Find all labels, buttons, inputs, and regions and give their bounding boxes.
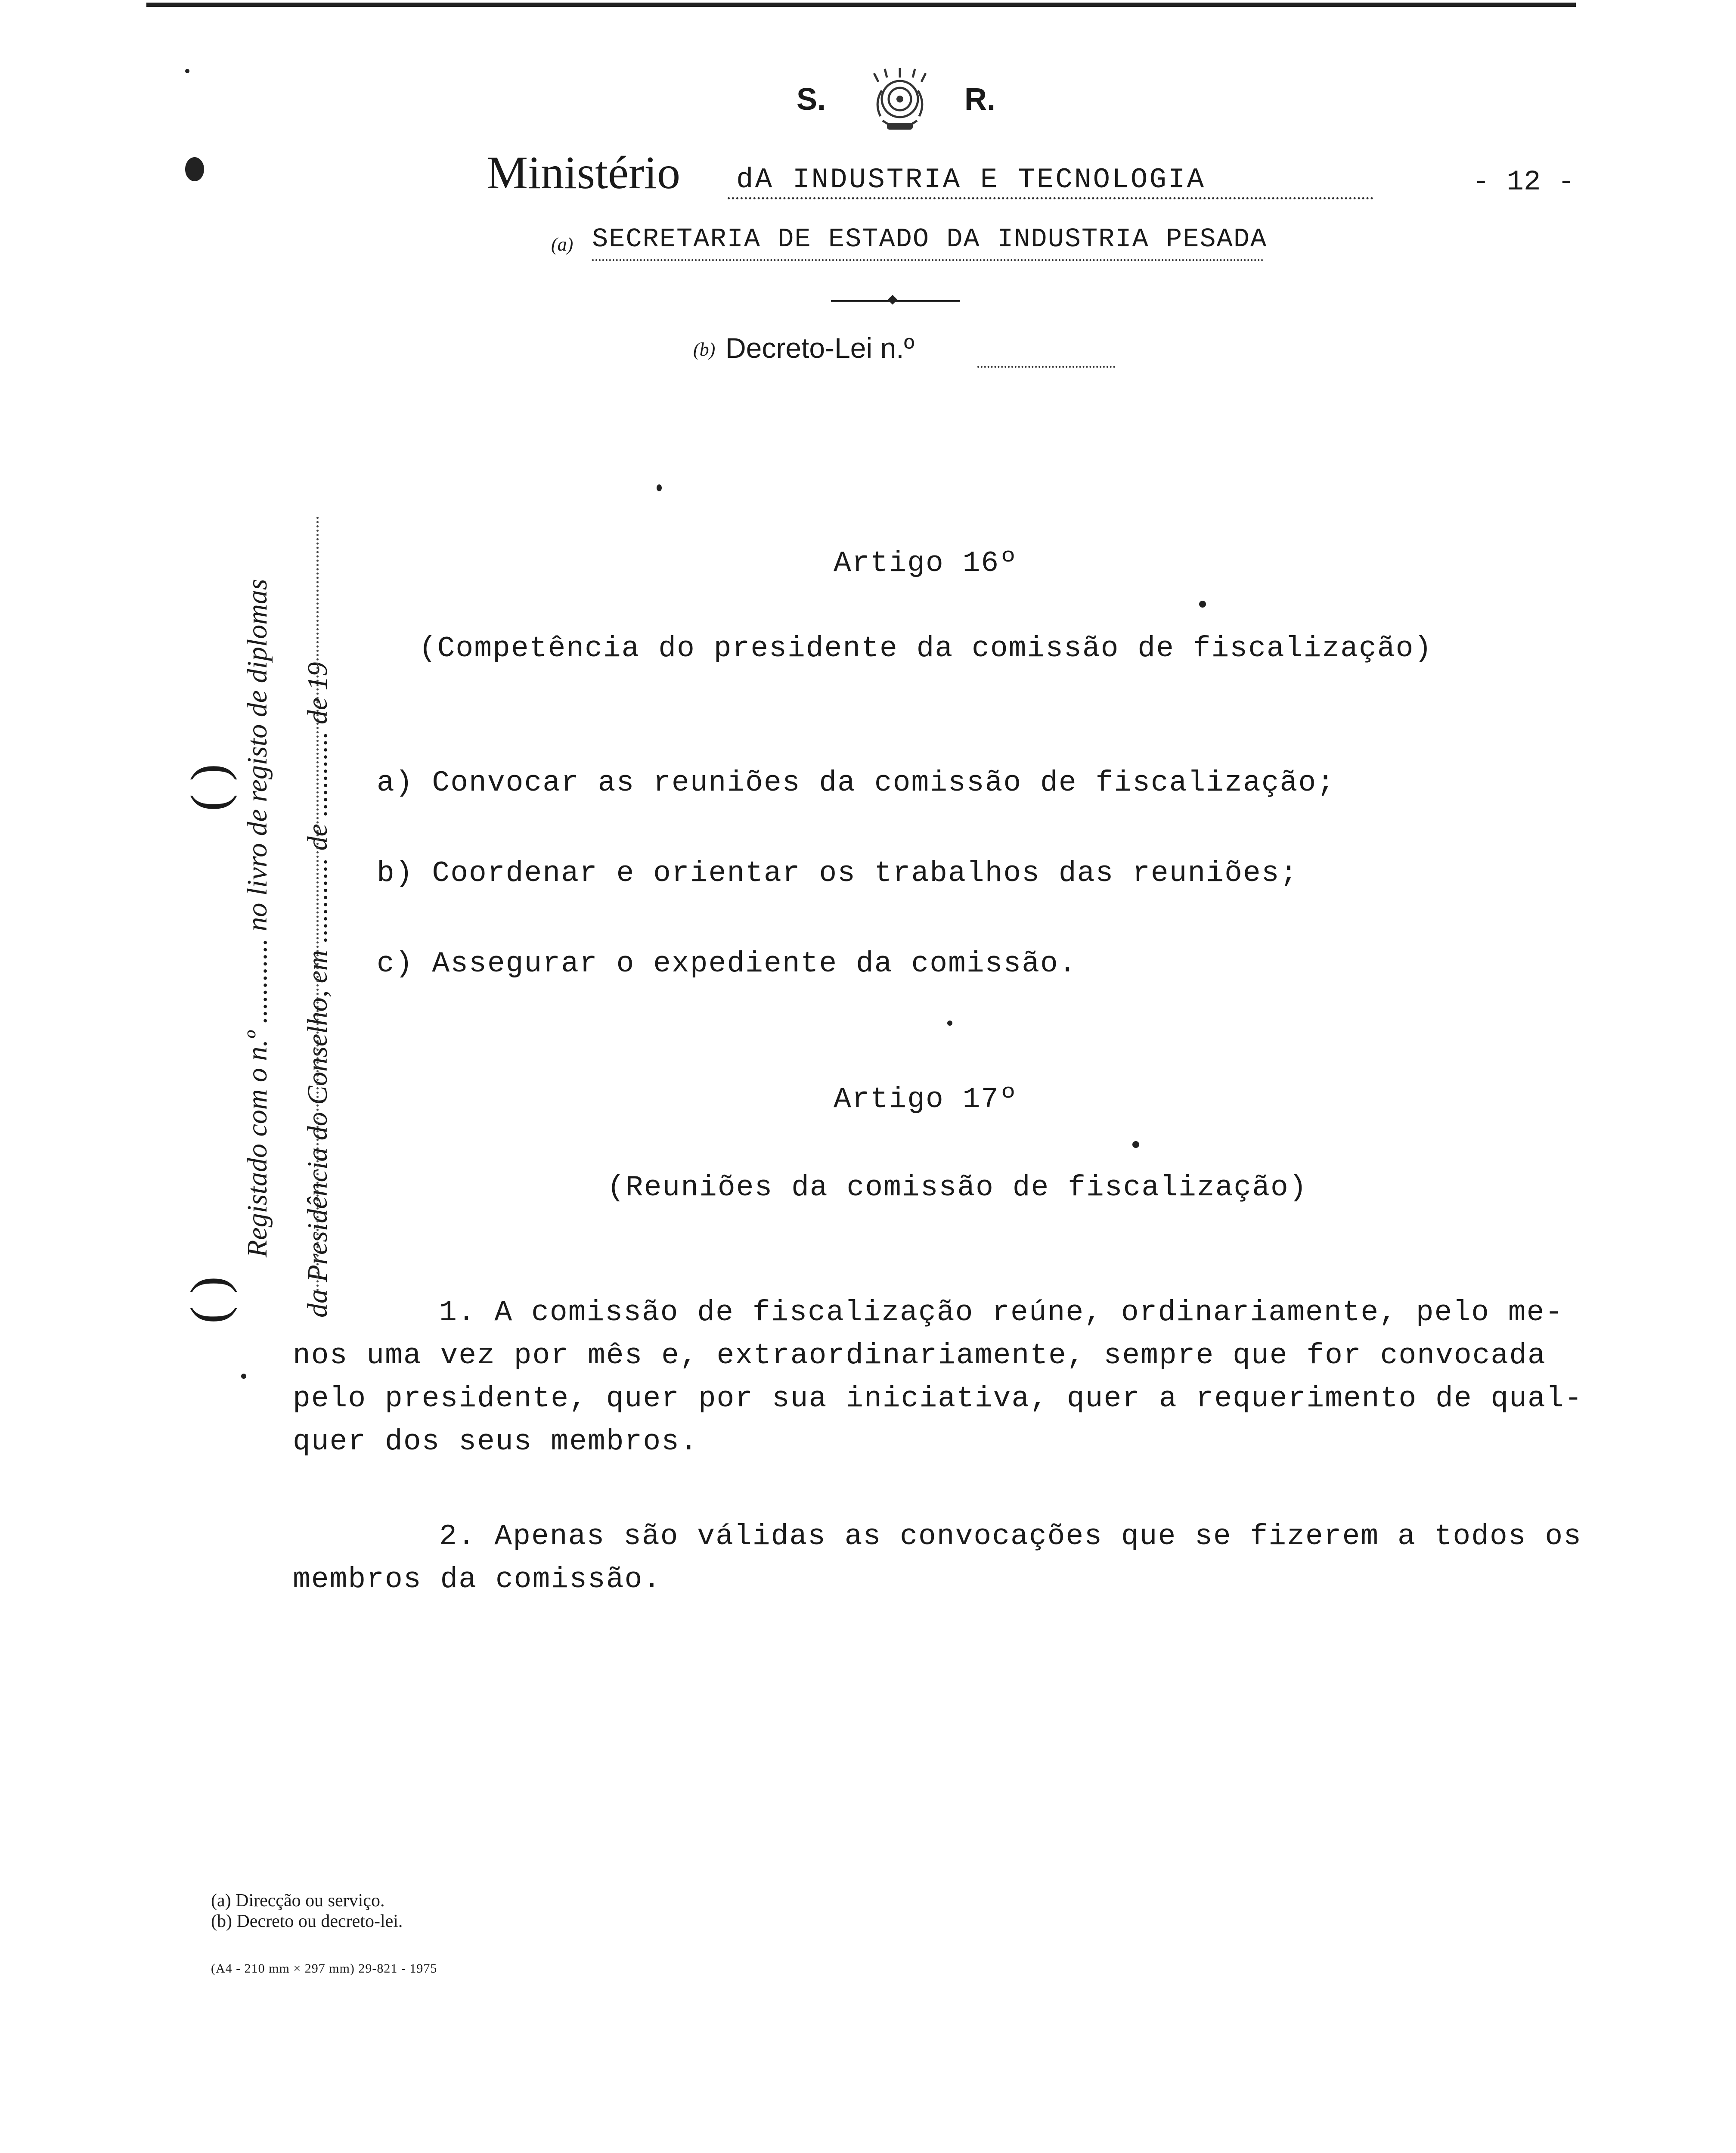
scan-speck (241, 1374, 246, 1379)
margin-presidency: da Presidência do Conselho, em ............ de ............ de 19 (302, 662, 333, 1318)
article-17-paragraph-1 (293, 1296, 1584, 1468)
ministry-label: Ministério (487, 147, 680, 199)
paragraph-line: 2. Apenas são válidas as convocações que se fizerem a todos os (439, 1520, 1582, 1553)
sr-right: R. (964, 82, 995, 117)
ministry-dotted-rule (728, 197, 1373, 199)
footnote-a: (a) Direcção ou serviço. (211, 1891, 385, 1911)
decree-label: Decreto-Lei n.º (725, 332, 914, 364)
paragraph-line: quer dos seus membros. (293, 1425, 698, 1458)
paragraph-line: pelo presidente, quer por sua iniciativa, quer a requerimento de qual- (293, 1382, 1583, 1415)
ministry-name: dA INDUSTRIA E TECNOLOGIA (736, 164, 1206, 196)
top-rule (146, 3, 1576, 7)
footnotes (211, 1890, 403, 1932)
scan-speck (1132, 1141, 1139, 1148)
article-16-item-a: a) Convocar as reuniões da comissão de fiscalização; (377, 766, 1335, 800)
form-code: (A4 - 210 mm × 297 mm) 29-821 - 1975 (211, 1961, 437, 1976)
decree-dotted-rule (977, 366, 1115, 368)
decree-line (693, 332, 1124, 379)
article-17-title: (Reuniões da comissão de fiscalização) (607, 1171, 1308, 1204)
footnote-marker-a: (a) (551, 234, 574, 255)
margin-registration: Registado com o n.º ............ no livro de registo de diplomas (242, 579, 273, 1257)
secretariat-name: SECRETARIA DE ESTADO DA INDUSTRIA PESADA (592, 224, 1268, 254)
secretariat-dotted-rule (592, 259, 1264, 261)
coat-of-arms-icon (861, 65, 939, 138)
footnote-b: (b) Decreto ou decreto-lei. (211, 1911, 403, 1931)
ministry-line (487, 146, 1326, 207)
scan-speck (185, 69, 189, 73)
secretariat-line (551, 224, 1369, 267)
scan-speck (1199, 601, 1206, 608)
article-17-paragraph-2 (293, 1520, 1584, 1606)
paragraph-line: nos uma vez por mês e, extraordinariamente, sempre que for convocada (293, 1339, 1546, 1372)
article-16-title: (Competência do presidente da comissão de fiscalização) (418, 632, 1433, 665)
margin-parenthesis: ( ) (180, 764, 237, 811)
scan-speck (185, 157, 204, 181)
margin-parenthesis: ( ) (180, 1276, 237, 1324)
sr-left: S. (797, 82, 826, 117)
article-16-heading: Artigo 16º (833, 547, 1018, 580)
article-16-item-c: c) Assegurar o expediente da comissão. (377, 947, 1077, 980)
sr-header (797, 65, 1020, 142)
footnote-marker-b: (b) (693, 339, 716, 360)
scan-speck (657, 484, 662, 491)
article-17-heading: Artigo 17º (833, 1083, 1018, 1116)
diamond-divider (831, 296, 960, 305)
paragraph-line: 1. A comissão de fiscalização reúne, ordinariamente, pelo me- (439, 1296, 1564, 1329)
page-number: - 12 - (1472, 166, 1575, 198)
scan-speck (947, 1021, 952, 1026)
article-16-item-b: b) Coordenar e orientar os trabalhos das reuniões; (377, 857, 1299, 890)
paragraph-line: membros da comissão. (293, 1563, 662, 1596)
